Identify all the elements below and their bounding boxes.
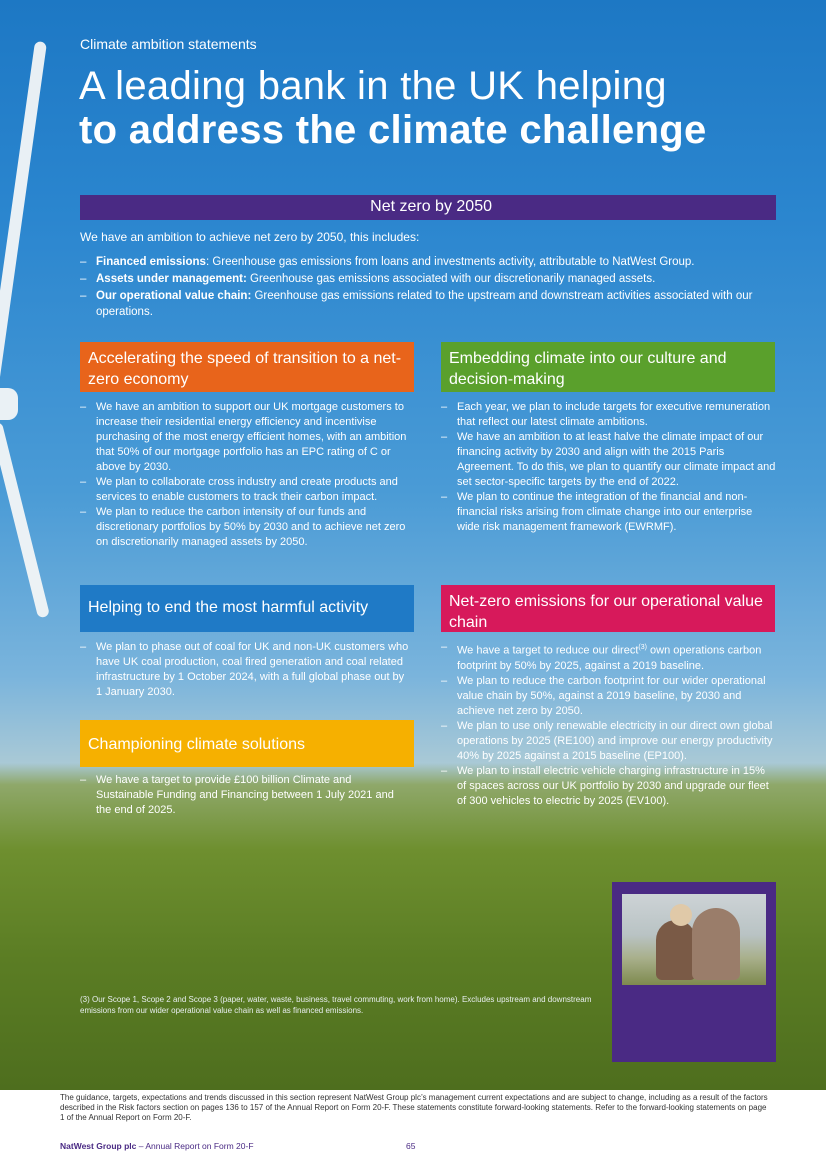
list-item: – We plan to reduce the carbon intensity of our funds and discretionary portfolios by 50% by 2030 and to achieve net zero on discretionarily managed assets by 2050.	[80, 505, 410, 550]
list-item-text: Greenhouse gas emissions related to the upstream and downstream activities associated with our operations.	[96, 290, 753, 318]
page-title-line1: A leading bank in the UK helping	[79, 64, 667, 108]
list-item-label: Assets under management:	[96, 273, 247, 285]
list-item-text: own operations carbon footprint by 50% by 2025, against a 2019 baseline.	[457, 644, 762, 672]
accelerating-heading: Accelerating the speed of transition to a net-zero economy	[80, 342, 414, 392]
list-item: – We plan to collaborate cross industry and create products and services to enable customers to track their carbon impact.	[80, 475, 410, 505]
person-figure	[656, 920, 696, 980]
page-title-line2: to address the climate challenge	[79, 108, 707, 152]
list-item	[80, 271, 770, 287]
list-item	[80, 254, 770, 270]
embedding-list	[441, 400, 777, 535]
list-item: – We have an ambition to support our UK mortgage customers to increase their residential energy efficiency and incentivise purchasing of the most energy efficient homes, with an ambition that 50% of our mortgage portfolio has an EPC rating of C or above by 2030.	[80, 400, 410, 475]
harmful-heading: Helping to end the most harmful activity	[80, 585, 414, 632]
list-item-text: We have a target to reduce our direct	[457, 644, 639, 657]
net-zero-intro: We have an ambition to achieve net zero by 2050, this includes:	[80, 230, 420, 244]
accelerating-list	[80, 400, 410, 550]
list-item-label: Our operational value chain:	[96, 290, 252, 302]
company-name: NatWest Group plc	[60, 1141, 137, 1151]
net-zero-heading: Net zero by 2050	[80, 195, 776, 220]
disclaimer: The guidance, targets, expectations and trends discussed in this section represent NatWest Group plc’s management current expectations and are subject to change, including as a result of the factors described in the Risk factors section on pages 136 to 157 of the Annual Report on Form 20-F. These statements constitute forward-looking statements. Refer to the forward-looking statements on page 1 of the Annual Report on Form 20-F.	[60, 1093, 768, 1122]
list-item: – We plan to phase out of coal for UK and non-UK customers who have UK coal production, coal fired generation and coal related infrastructure by 1 October 2024, with a full global phase out by 1 January 2030.	[80, 640, 410, 700]
operational-heading: Net-zero emissions for our operational value chain	[441, 585, 775, 632]
championing-heading: Championing climate solutions	[80, 720, 414, 767]
list-item: – We have a target to provide £100 billion Climate and Sustainable Funding and Financing between 1 July 2021 and the end of 2025.	[80, 773, 410, 818]
list-item: – We plan to install electric vehicle charging infrastructure in 15% of spaces across our UK portfolio by 2030 and upgrade our fleet of 300 vehicles to electric by 2025 (EV100).	[441, 764, 777, 809]
wind-turbine-blade-lower	[0, 422, 50, 619]
section-kicker: Climate ambition statements	[80, 36, 257, 52]
wind-turbine-hub	[0, 388, 18, 420]
page-number: 65	[406, 1141, 416, 1151]
family-photo	[622, 894, 766, 985]
harmful-list	[80, 640, 410, 700]
list-item: – Each year, we plan to include targets for executive remuneration that reflect our latest climate ambitions.	[441, 400, 777, 430]
list-item: – We plan to use only renewable electricity in our direct own global operations by 2025 (RE100) and improve our energy productivity 40% by 2025 against a 2015 baseline (EP100).	[441, 719, 777, 764]
operational-list	[441, 640, 777, 809]
list-item: – We plan to reduce the carbon footprint for our wider operational value chain by 50%, against a 2019 baseline, by 2030 and achieve net zero by 2050.	[441, 674, 777, 719]
list-item-label: Financed emissions	[96, 256, 206, 268]
footnote: (3) Our Scope 1, Scope 2 and Scope 3 (paper, water, waste, business, travel commuting, work from home). Excludes upstream and downstream emissions from our wider operational value chain as well as financed emissions.	[80, 995, 592, 1015]
photo-panel	[612, 882, 776, 1062]
report-name: – Annual Report on Form 20-F	[136, 1141, 254, 1151]
person-figure	[692, 908, 740, 980]
championing-list	[80, 773, 410, 818]
list-item-text: Greenhouse gas emissions associated with our discretionarily managed assets.	[246, 273, 656, 285]
child-figure	[670, 904, 692, 926]
wind-turbine-blade-upper	[0, 41, 47, 399]
list-item	[80, 288, 770, 320]
list-item: – We plan to continue the integration of the financial and non-financial risks arising from climate change into our enterprise wide risk management framework (EWRMF).	[441, 490, 777, 535]
embedding-heading: Embedding climate into our culture and decision-making	[441, 342, 775, 392]
list-item	[441, 640, 777, 674]
net-zero-list	[80, 254, 770, 321]
footnote-ref: (3)	[638, 644, 647, 651]
page-footer	[60, 1141, 254, 1151]
list-item: – We have an ambition to at least halve the climate impact of our financing activity by 2030 and align with the 2015 Paris Agreement. To do this, we plan to quantify our climate impact and set sector-specific targets by the end of 2022.	[441, 430, 777, 490]
list-item-text: : Greenhouse gas emissions from loans and investments activity, attributable to NatWest Group.	[205, 256, 695, 268]
